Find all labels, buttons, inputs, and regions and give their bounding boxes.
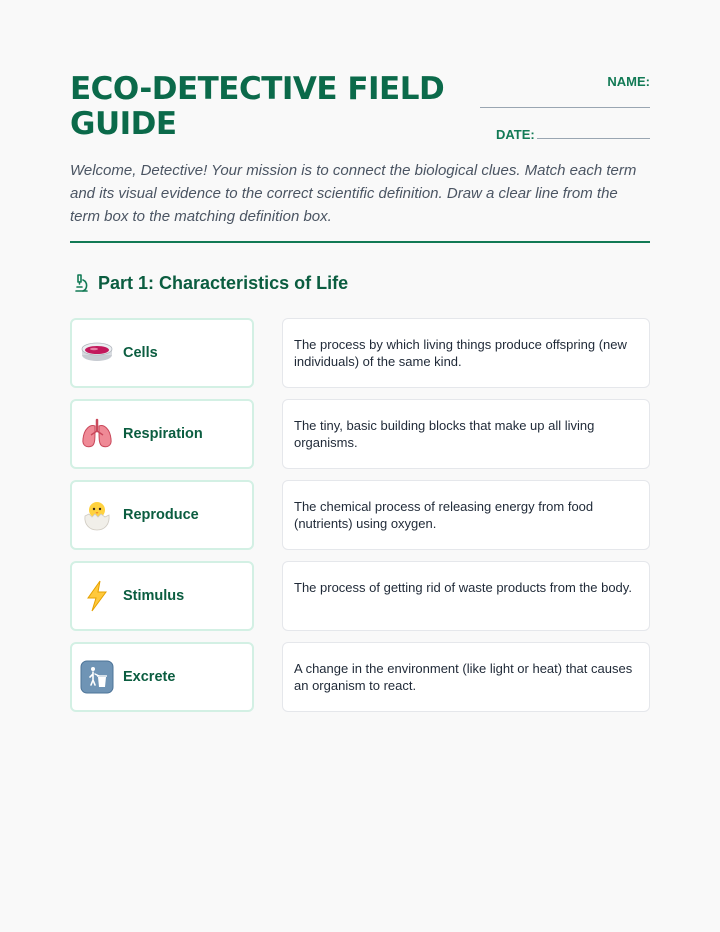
definition-box[interactable]: A change in the environment (like light or heat) that causes an organism to react. [282, 642, 650, 712]
lungs-icon [80, 417, 114, 451]
date-label: DATE: [496, 127, 535, 142]
instructions: Welcome, Detective! Your mission is to connect the biological clues. Match each term and its visual evidence to the correct scientific definition. Draw a clear line from the term box to the matching definition box. [70, 162, 637, 225]
section-header [70, 272, 348, 294]
definition-box[interactable]: The chemical process of releasing energy from food (nutrients) using oxygen. [282, 480, 650, 550]
term-label: Stimulus [123, 588, 185, 604]
page-title: ECO-DETECTIVE FIELD GUIDE [70, 71, 445, 142]
term-label: Cells [123, 345, 158, 361]
term-label: Excrete [123, 669, 176, 685]
divider [70, 241, 650, 243]
term-label: Respiration [123, 426, 203, 442]
definition-box[interactable]: The process of getting rid of waste products from the body. [282, 561, 650, 631]
definition-box[interactable]: The process by which living things produce offspring (new individuals) of the same kind. [282, 318, 650, 388]
name-field[interactable] [480, 107, 650, 108]
term-label: Reproduce [123, 507, 199, 523]
term-box-reproduce[interactable] [70, 480, 254, 550]
section-title: Part 1: Characteristics of Life [98, 272, 349, 293]
lightning-icon [80, 579, 114, 613]
term-box-respiration[interactable] [70, 399, 254, 469]
date-field[interactable] [537, 138, 650, 139]
trash-can-icon [80, 660, 114, 694]
microscope-icon [70, 272, 92, 294]
hatching-chick-icon [80, 498, 114, 532]
name-label: NAME: [607, 74, 650, 89]
term-box-cells[interactable] [70, 318, 254, 388]
petri-dish-icon [80, 336, 114, 370]
definition-box[interactable]: The tiny, basic building blocks that make up all living organisms. [282, 399, 650, 469]
term-box-excrete[interactable] [70, 642, 254, 712]
term-box-stimulus[interactable] [70, 561, 254, 631]
worksheet-page [70, 0, 650, 932]
